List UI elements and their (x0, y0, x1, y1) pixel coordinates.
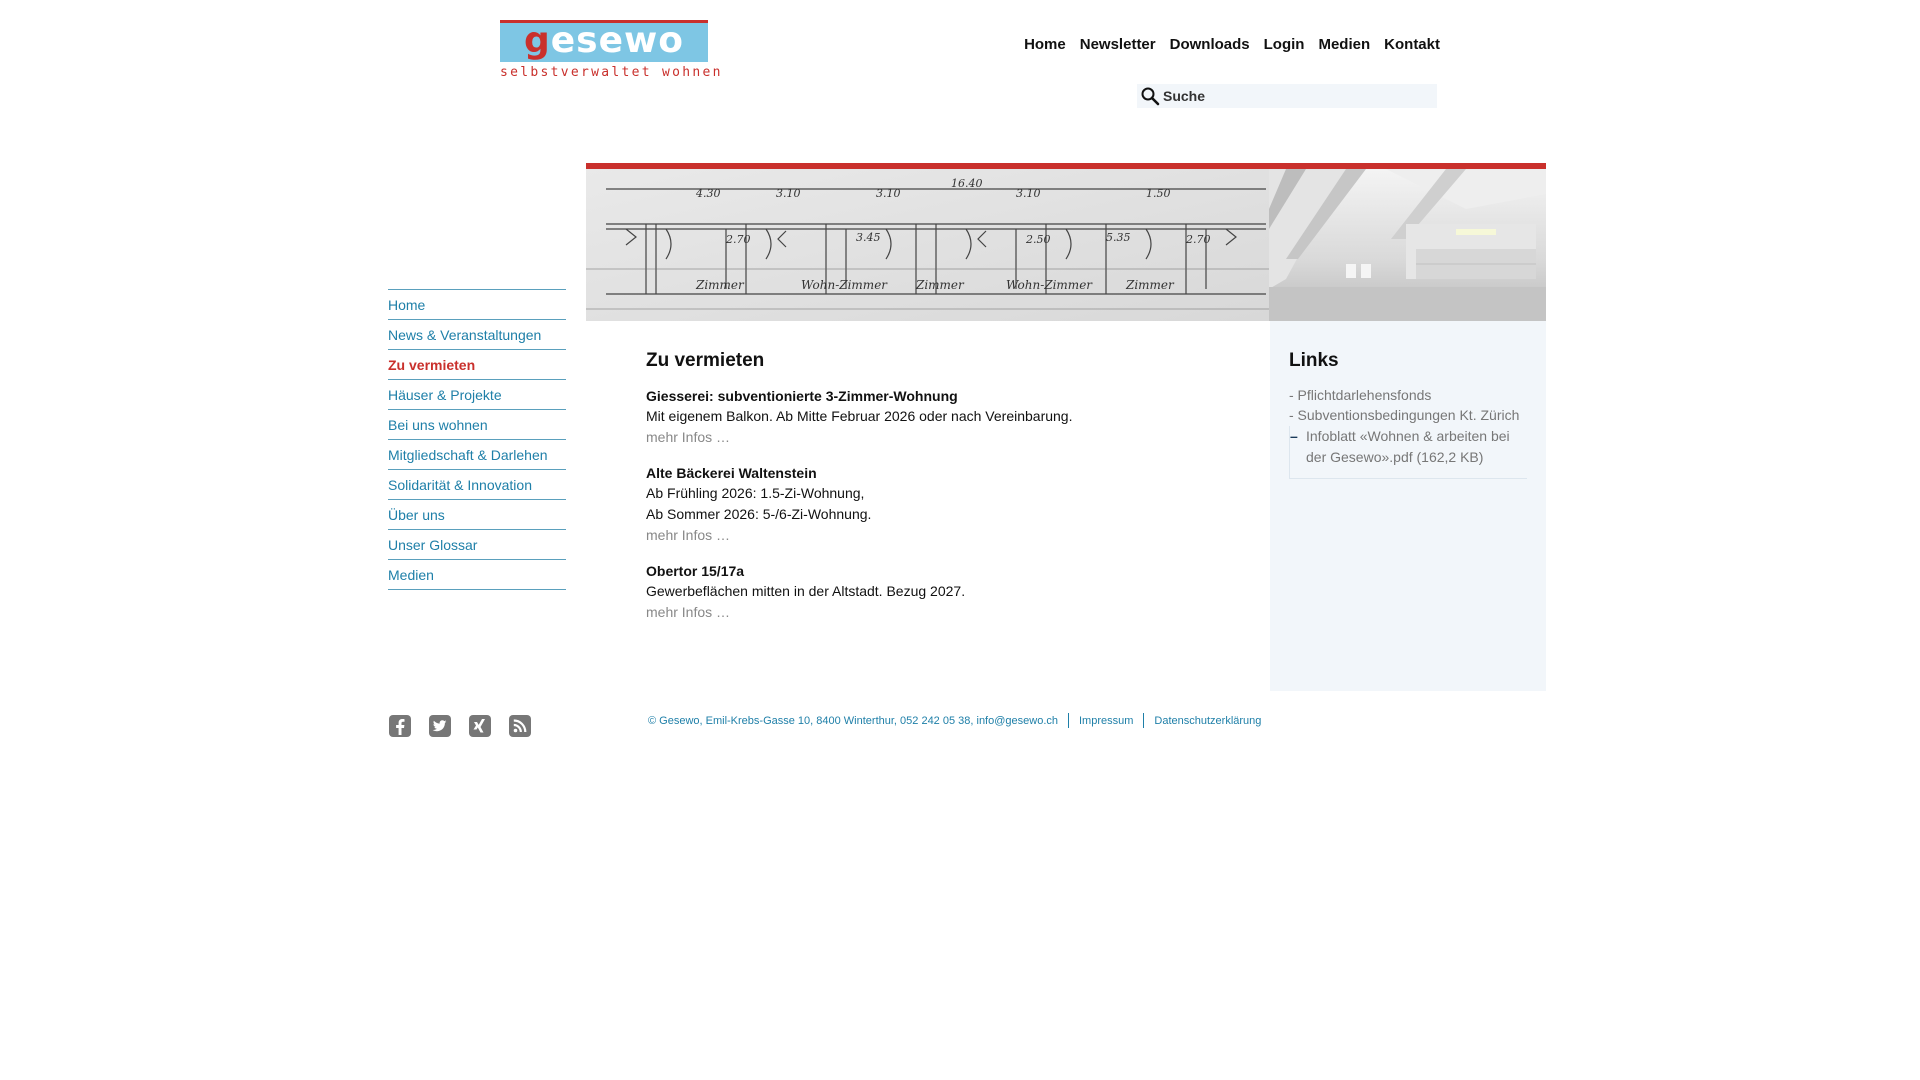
twitter-icon[interactable] (428, 714, 452, 738)
footer-separator (1143, 713, 1144, 728)
banner-plan-label: 3.10 (1016, 187, 1041, 200)
banner-plan-label: 5.35 (1106, 231, 1131, 244)
listing-item (646, 463, 1226, 546)
pdf-download-link[interactable]: Infoblatt «Wohnen & arbeiten bei der Gesewo».pdf (162,2 KB) (1306, 428, 1510, 465)
sidenav-item-mitgliedschaft[interactable]: Mitgliedschaft & Darlehen (388, 440, 566, 470)
more-info-link[interactable]: mehr Infos … (646, 527, 731, 543)
logo-tagline: selbstverwaltet wohnen (500, 65, 723, 80)
topnav-kontakt[interactable]: Kontakt (1384, 36, 1440, 53)
topnav-downloads[interactable]: Downloads (1169, 36, 1250, 53)
topnav-home[interactable]: Home (1024, 36, 1066, 53)
banner-plan-label: 2.70 (1186, 233, 1211, 246)
search-bar (1137, 84, 1437, 108)
footer-copyright: © Gesewo, Emil-Krebs-Gasse 10, 8400 Winterthur, 052 242 05 38, info@gesewo.ch (648, 714, 1058, 727)
header-banner (586, 169, 1546, 321)
banner-plan-label: 3.45 (856, 231, 881, 244)
sidenav-item-zu-vermieten[interactable]: Zu vermieten (388, 350, 566, 380)
listing-text: Gewerbeflächen mitten in der Altstadt. Bezug 2027. (646, 583, 966, 599)
footer-separator (1068, 713, 1069, 728)
footer (648, 713, 1261, 728)
topnav-newsletter[interactable]: Newsletter (1079, 36, 1156, 53)
topnav-login[interactable]: Login (1263, 36, 1305, 53)
privacy-link[interactable]: Datenschutzerklärung (1154, 714, 1262, 727)
logo-word (523, 19, 685, 61)
main-content (646, 350, 1226, 638)
page-title: Zu vermieten (646, 350, 765, 371)
impressum-link[interactable]: Impressum (1079, 714, 1134, 727)
listing-text: Ab Sommer 2026: 5-/6-Zi-Wohnung. (646, 506, 872, 522)
banner-plan-label: 2.70 (726, 233, 751, 246)
more-info-link[interactable]: mehr Infos … (646, 429, 731, 445)
top-navigation (1024, 36, 1440, 53)
listing-text: Ab Frühling 2026: 1.5-Zi-Wohnung, (646, 485, 865, 501)
banner-image (586, 169, 1546, 321)
link-subventionsbedingungen[interactable]: - Subventionsbedingungen Kt. Zürich (1289, 407, 1520, 423)
sidenav-item-ueber-uns[interactable]: Über uns (388, 500, 566, 530)
banner-plan-label: 1.50 (1146, 187, 1171, 200)
sidenav-item-haeuser-projekte[interactable]: Häuser & Projekte (388, 380, 566, 410)
sidenav-item-glossar[interactable]: Unser Glossar (388, 530, 566, 560)
xing-icon[interactable] (468, 714, 492, 738)
pdf-download[interactable] (1289, 426, 1527, 479)
listing-title: Giesserei: subventionierte 3-Zimmer-Wohnung (646, 388, 958, 404)
banner-room-label: Wohn-Zimmer (1006, 278, 1093, 292)
banner-room-label: Zimmer (1126, 278, 1174, 292)
banner-plan-label: 2.50 (1026, 233, 1051, 246)
banner-room-label: Zimmer (696, 278, 744, 292)
sidenav-item-solidaritaet[interactable]: Solidarität & Innovation (388, 470, 566, 500)
sidenav-item-news[interactable]: News & Veranstaltungen (388, 320, 566, 350)
facebook-icon[interactable] (388, 714, 412, 738)
social-icons (388, 714, 532, 738)
sidenav-item-bei-uns-wohnen[interactable]: Bei uns wohnen (388, 410, 566, 440)
link-pflichtdarlehensfonds[interactable]: - Pflichtdarlehensfonds (1289, 387, 1432, 403)
topnav-medien[interactable]: Medien (1318, 36, 1371, 53)
more-info-link[interactable]: mehr Infos … (646, 604, 731, 620)
listing-item (646, 386, 1226, 448)
listing-text: Mit eigenem Balkon. Ab Mitte Februar 2026 oder nach Vereinbarung. (646, 408, 1073, 424)
site-logo[interactable] (500, 19, 723, 80)
rss-icon[interactable] (508, 714, 532, 738)
search-input[interactable] (1161, 88, 1423, 104)
search-icon[interactable] (1139, 85, 1161, 107)
banner-plan-label: 4.30 (696, 187, 721, 200)
sidenav-item-medien[interactable]: Medien (388, 560, 566, 590)
links-sidebar (1270, 321, 1546, 691)
side-navigation (388, 289, 566, 590)
banner-plan-label: 3.10 (876, 187, 901, 200)
listing-title: Obertor 15/17a (646, 563, 745, 579)
banner-room-label: Zimmer (916, 278, 964, 292)
listing-title: Alte Bäckerei Waltenstein (646, 465, 817, 481)
sidenav-item-home[interactable]: Home (388, 290, 566, 320)
banner-plan-label: 3.10 (776, 187, 801, 200)
banner-plan-label: 16.40 (951, 177, 983, 190)
listing-item (646, 561, 1226, 623)
logo-box (500, 20, 708, 62)
pdf-dash-icon: – (1290, 428, 1298, 444)
links-list (1289, 385, 1527, 479)
logo-word-rest: esewo (550, 19, 685, 61)
banner-room-label: Wohn-Zimmer (801, 278, 888, 292)
links-title: Links (1289, 350, 1339, 371)
logo-word-g: g (523, 19, 551, 61)
